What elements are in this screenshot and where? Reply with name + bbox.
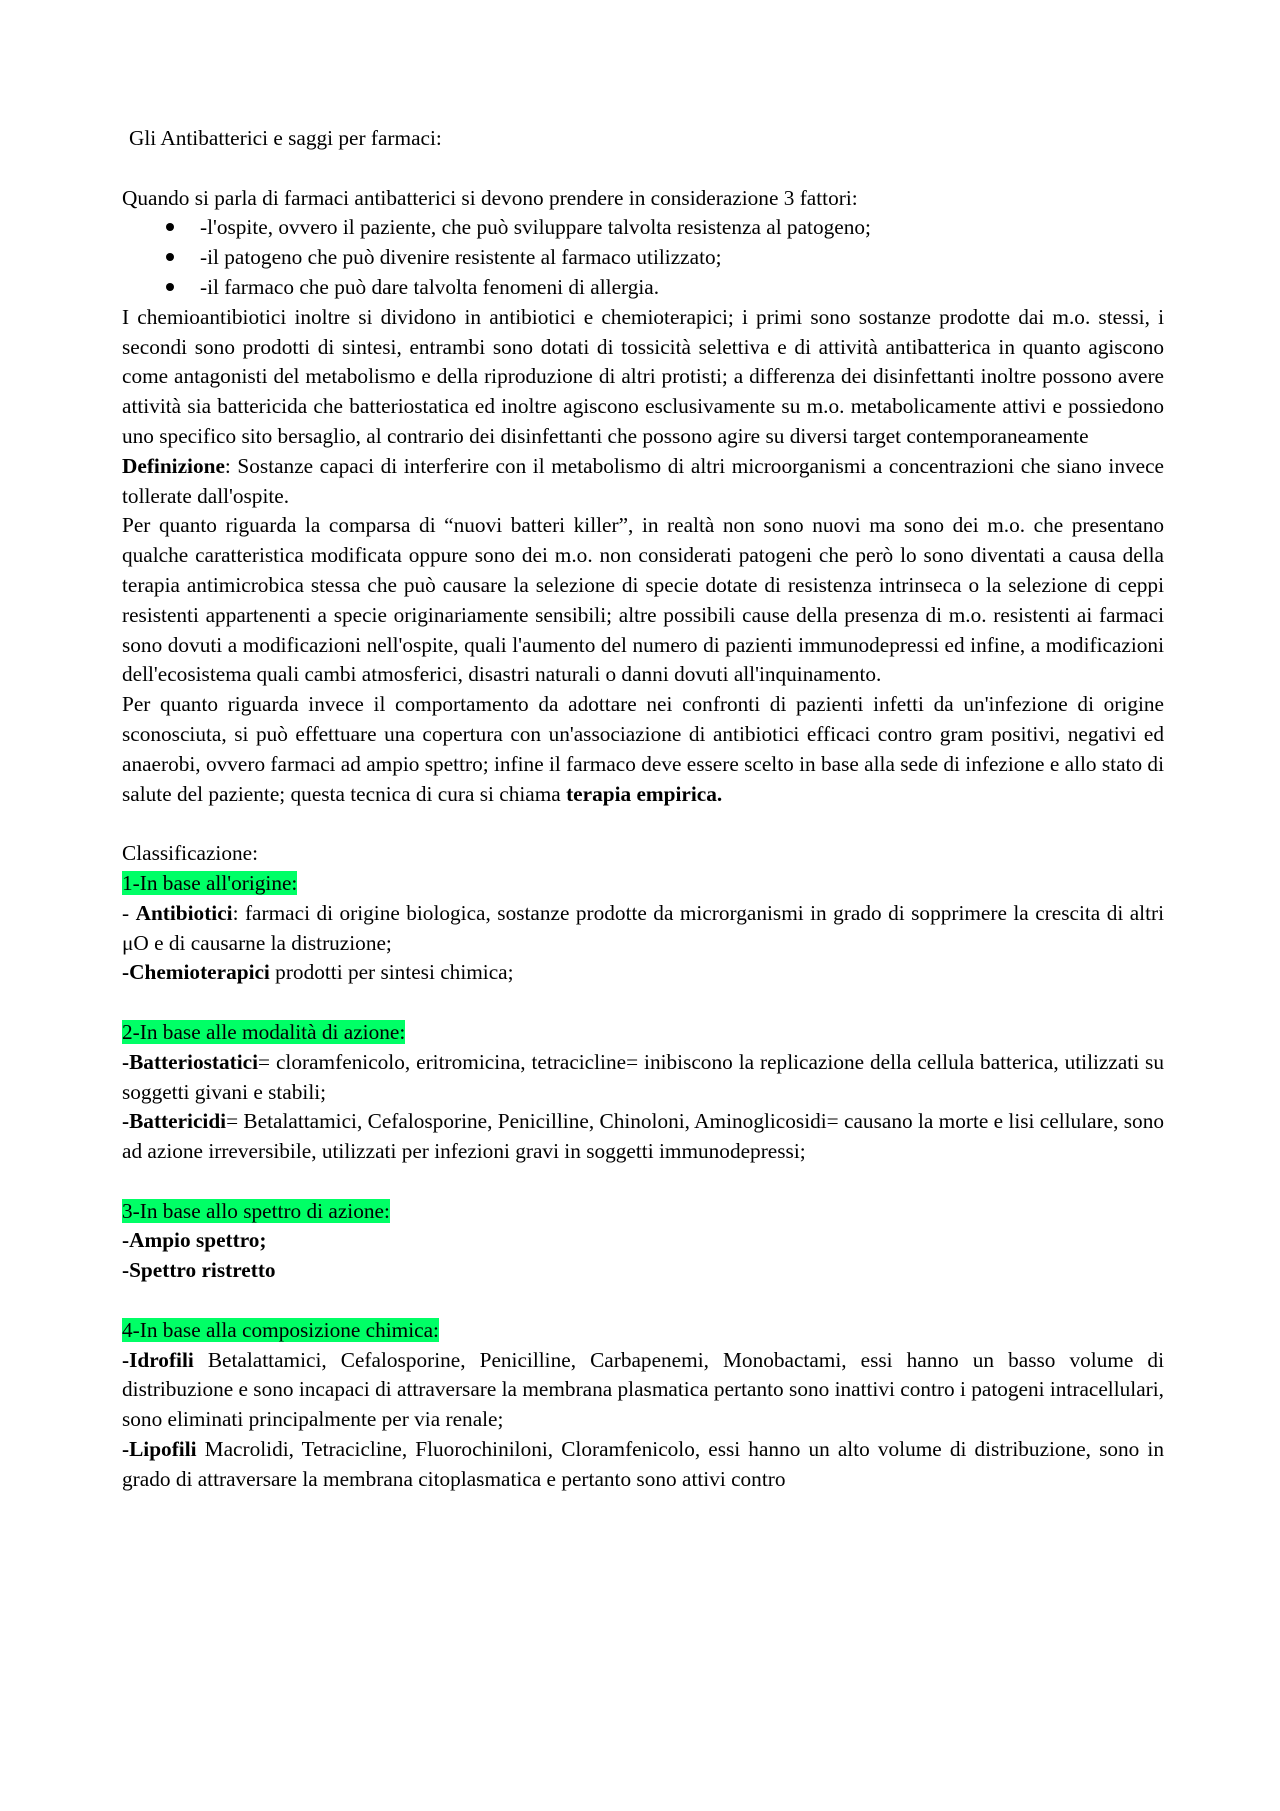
battericidi-prefix: -: [122, 1109, 130, 1134]
section-2-heading: [122, 1018, 1164, 1048]
document-title: Gli Antibatterici e saggi per farmaci:: [129, 126, 442, 150]
battericidi-label: Battericidi: [129, 1109, 227, 1134]
list-item: [122, 243, 1164, 273]
blank-line: [122, 809, 1164, 839]
blank-line: [122, 1167, 1164, 1197]
paragraph-terapia-empirica: [122, 690, 1164, 809]
ampio-spettro-label: -Ampio spettro;: [122, 1228, 267, 1253]
idrofili-text: Betalattamici, Cefalosporine, Penicilline, Carbapenemi, Monobactami, essi hanno un basso volume di distribuzione e sono incapaci di attraversare la membrana plasmatica pertanto sono inattivi contro i patogeni intracellulari, sono eliminati principalmente per via renale;: [122, 1347, 1164, 1432]
lipofili-text: Macrolidi, Tetracicline, Fluorochiniloni, Cloramfenicolo, essi hanno un alto volume di distribuzione, sono in grado di attraversare la membrana citoplasmatica e pertanto sono attivi contro: [122, 1437, 1164, 1491]
antibiotici-text: : farmaci di origine biologica, sostanze prodotte da microrganismi in grado di sopprimere la crescita di altri μO e di causarne la distruzione;: [122, 900, 1165, 955]
section-2-highlight: 2-In base alle modalità di azione:: [122, 1019, 406, 1044]
idrofili-item: [122, 1346, 1164, 1435]
lipofili-item: [122, 1435, 1164, 1495]
terapia-empirica-bold: terapia empirica.: [566, 781, 723, 806]
ampio-spettro-item: [122, 1226, 1164, 1256]
factor-list: [122, 213, 1164, 302]
paragraph-definizione: [122, 452, 1164, 512]
idrofili-prefix: -: [122, 1347, 130, 1372]
bullet-icon: [166, 253, 174, 261]
chemioterapici-text: prodotti per sintesi chimica;: [269, 960, 514, 985]
blank-line: [122, 988, 1164, 1018]
battericidi-text: = Betalattamici, Cefalosporine, Penicilline, Chinoloni, Aminoglicosidi= causano la morte e lisi cellulare, sono ad azione irreversibile, utilizzati per infezioni gravi in soggetti immunodepressi;: [122, 1109, 1164, 1164]
batteriostatici-text: = cloramfenicolo, eritromicina, tetracicline= inibiscono la replicazione della cellula batterica, utilizzati su soggetti givani e stabili;: [122, 1049, 1164, 1104]
list-item-text: -l'ospite, ovvero il paziente, che può sviluppare talvolta resistenza al patogeno;: [200, 215, 871, 240]
definizione-label: Definizione: [122, 453, 225, 478]
antibiotici-label: Antibiotici: [135, 900, 233, 925]
idrofili-label: Idrofili: [129, 1347, 194, 1372]
paragraph-batteri-killer: Per quanto riguarda la comparsa di “nuovi batteri killer”, in realtà non sono nuovi ma sono dei m.o. che presentano qualche caratteristica modificata oppure sono dei m.o. non considerati patogeni che però lo sono diventati a causa della terapia antimicrobica stessa che può causare la selezione di specie dotate di resistenza intrinseca o la selezione di ceppi resistenti appartenenti a specie originariamente sensibili; altre possibili cause della presenza di m.o. resistenti ai farmaci sono dovuti a modificazioni nell'ospite, quali l'aumento del numero di pazienti immunodepressi ed infine, a modificazioni dell'ecosistema quali cambi atmosferici, disastri naturali o danni dovuti all'inquinamento.: [122, 513, 1164, 687]
terapia-empirica-text: Per quanto riguarda invece il comportamento da adottare nei confronti di pazienti infetti da un'infezione di origine sconosciuta, si può effettuare una copertura con un'associazione di antibiotici efficaci contro gram positivi, negativi ed anaerobi, ovvero farmaci ad ampio spettro; infine il farmaco deve essere scelto in base alla sede di infezione e allo stato di salute del paziente; questa tecnica di cura si chiama: [122, 692, 1164, 806]
document-page: [122, 124, 1164, 1495]
batteriostatici-label: Batteriostatici: [129, 1049, 259, 1074]
battericidi-item: [122, 1107, 1164, 1167]
antibiotici-item: [122, 899, 1164, 959]
bullet-icon: [166, 283, 174, 291]
definizione-text: : Sostanze capaci di interferire con il metabolismo di altri microorganismi a concentrazioni che siano invece tollerate dall'ospite.: [122, 453, 1164, 508]
chemioterapici-label: Chemioterapici: [129, 960, 270, 985]
intro-text: Quando si parla di farmaci antibatterici si devono prendere in considerazione 3 fattori:: [122, 185, 858, 210]
spettro-ristretto-label: -Spettro ristretto: [122, 1258, 276, 1283]
blank-line: [122, 1286, 1164, 1316]
list-item: [122, 273, 1164, 303]
list-item-text: -il patogeno che può divenire resistente al farmaco utilizzato;: [200, 245, 722, 270]
classificazione-heading: Classificazione:: [122, 841, 259, 866]
lipofili-label: Lipofili: [129, 1437, 197, 1462]
section-1-heading: [122, 869, 1164, 899]
chemioterapici-item: [122, 958, 1164, 988]
spettro-ristretto-item: [122, 1256, 1164, 1286]
lipofili-prefix: -: [122, 1437, 130, 1462]
list-item: [122, 213, 1164, 243]
chemioterapici-prefix: -: [122, 960, 130, 985]
bullet-icon: [166, 223, 174, 231]
section-1-highlight: 1-In base all'origine:: [122, 870, 298, 895]
section-3-highlight: 3-In base allo spettro di azione:: [122, 1198, 390, 1223]
list-item-text: -il farmaco che può dare talvolta fenomeni di allergia.: [200, 274, 660, 299]
paragraph-chemioantibiotici: I chemioantibiotici inoltre si dividono in antibiotici e chemioterapici; i primi sono sostanze prodotte dai m.o. stessi, i secondi sono prodotti di sintesi, entrambi sono dotati di tossicità selettiva e di attività antibatterica in quanto agiscono come antagonisti del metabolismo e della riproduzione di altri protisti; a differenza dei disinfettanti inoltre possono avere attività sia battericida che batteriostatica ed inoltre agiscono esclusivamente su m.o. metabolicamente attivi e possiedono uno specifico sito bersaglio, al contrario dei disinfettanti che possono agire su diversi target contemporaneamente: [122, 304, 1164, 448]
section-4-heading: [122, 1316, 1164, 1346]
blank-line: [122, 154, 1164, 184]
item-prefix: -: [122, 900, 136, 925]
batteriostatici-item: [122, 1048, 1164, 1108]
batteriostatici-prefix: -: [122, 1049, 130, 1074]
section-3-heading: [122, 1197, 1164, 1227]
section-4-highlight: 4-In base alla composizione chimica:: [122, 1317, 439, 1342]
